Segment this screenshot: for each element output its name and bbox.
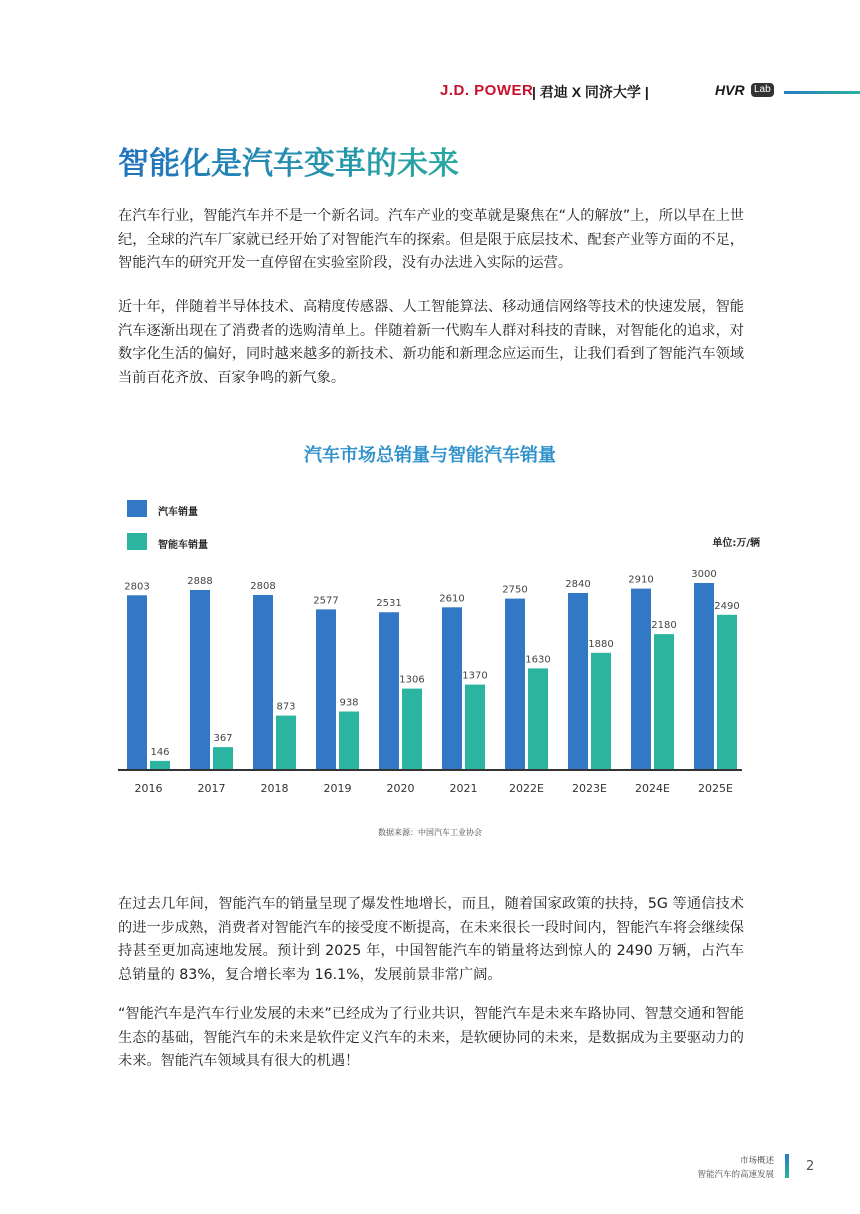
bar-car-2024E (631, 589, 651, 770)
data-label-smart-2025E: 2490 (714, 600, 740, 612)
bar-smart-2021 (465, 685, 485, 770)
bar-car-2025E (694, 583, 714, 770)
bar-car-2023E (568, 593, 588, 770)
data-label-car-2021: 2610 (439, 593, 465, 605)
data-source: 数据来源：中国汽车工业协会 (378, 828, 482, 837)
data-label-smart-2022E: 1630 (525, 654, 551, 666)
bar-smart-2023E (591, 653, 611, 770)
bar-smart-2020 (402, 689, 422, 770)
data-label-smart-2018: 873 (276, 701, 296, 713)
bar-smart-2016 (150, 761, 170, 770)
data-label-smart-2024E: 2180 (651, 620, 677, 632)
bar-smart-2018 (276, 716, 296, 770)
data-label-car-2025E: 3000 (691, 569, 717, 580)
x-tick-label-2024E: 2024E (635, 782, 670, 795)
x-tick-label-2022E: 2022E (509, 782, 544, 795)
paragraph-growth: 在过去几年间，智能汽车的销量呈现了爆发性地增长，而且，随着国家政策的扶持，5G 等通信技术的进一步成熟，消费者对智能汽车的接受度不断提高，在未来很长一段时间内，智能汽车将会继续保持甚至更加高速地发展。预计到 2025 年，中国智能汽车的销量将达到惊人的 2490 万辆，占汽车总销量的 83%，复合增长率为 16.1%，发展前景非常广阔。 (118, 896, 744, 983)
page-number: 2 (806, 1159, 815, 1174)
bar-smart-2025E (717, 615, 737, 770)
x-tick-label-2017: 2017 (197, 782, 226, 795)
data-label-car-2016: 2803 (124, 581, 150, 593)
data-label-car-2024E: 2910 (628, 574, 654, 586)
x-tick-label-2019: 2019 (323, 782, 352, 795)
data-label-smart-2017: 367 (213, 733, 233, 745)
bar-car-2017 (190, 590, 210, 770)
data-label-smart-2016: 146 (150, 746, 170, 758)
x-tick-label-2023E: 2023E (572, 782, 607, 795)
x-tick-label-2020: 2020 (386, 782, 415, 795)
bar-car-2022E (505, 599, 525, 770)
hvr-logo: HVR (715, 82, 745, 98)
lab-badge: Lab (751, 83, 774, 97)
bar-car-2018 (253, 595, 273, 770)
x-tick-label-2016: 2016 (134, 782, 163, 795)
unit-label: 单位:万/辆 (712, 538, 760, 549)
legend-label-car-sales: 汽车销量 (158, 507, 198, 518)
data-label-car-2017: 2888 (187, 575, 213, 587)
legend-label-smart-sales: 智能车销量 (158, 540, 208, 551)
bar-smart-2024E (654, 634, 674, 770)
data-label-car-2020: 2531 (376, 598, 402, 610)
paragraph-intro: 在汽车行业，智能汽车并不是一个新名词。汽车产业的变革就是聚焦在“人的解放”上，所以早在上世纪，全球的汽车厂家就已经开始了对智能汽车的探索。但是限于底层技术、配套产业等方面的不足，智能汽车的研究开发一直停留在实验室阶段，没有办法进入实际的运营。 (118, 208, 744, 271)
footer-subtitle: 智能汽车的高速发展 (697, 1170, 774, 1180)
footer-accent-bar (785, 1154, 789, 1178)
bar-car-2020 (379, 612, 399, 770)
jdpower-logo: J.D. POWER (440, 82, 534, 99)
paragraph-decade: 近十年，伴随着半导体技术、高精度传感器、人工智能算法、移动通信网络等技术的快速发展，智能汽车逐渐出现在了消费者的选购清单上。伴随着新一代购车人群对科技的青睐，对智能化的追求，对数字化生活的偏好，同时越来越多的新技术、新功能和新理念应运而生，让我们看到了智能汽车领域当前百花齐放、百家争鸣的新气象。 (118, 299, 744, 386)
bar-smart-2019 (339, 712, 359, 770)
data-label-smart-2020: 1306 (399, 674, 425, 686)
bar-smart-2022E (528, 668, 548, 770)
chart-title: 汽车市场总销量与智能汽车销量 (304, 445, 556, 466)
data-label-smart-2021: 1370 (462, 670, 488, 682)
data-label-car-2023E: 2840 (565, 578, 591, 590)
page-title: 智能化是汽车变革的未来 (118, 138, 459, 183)
data-label-smart-2019: 938 (339, 697, 359, 709)
bar-car-2019 (316, 609, 336, 770)
x-tick-label-2021: 2021 (449, 782, 478, 795)
footer-section: 市场概述 (739, 1156, 774, 1166)
partner-logos: | 君迪 X 同济大学 | (532, 84, 649, 100)
x-tick-label-2018: 2018 (260, 782, 289, 795)
paragraph-future: “智能汽车是汽车行业发展的未来”已经成为了行业共识，智能汽车是未来车路协同、智慧交通和智能生态的基础，智能汽车的未来是软件定义汽车的未来，是软硬协同的未来，是数据成为主要驱动力的未来。智能汽车领域具有很大的机遇！ (118, 1006, 744, 1069)
bar-smart-2017 (213, 747, 233, 770)
data-label-car-2019: 2577 (313, 595, 339, 607)
bar-car-2021 (442, 607, 462, 770)
data-label-smart-2023E: 1880 (588, 638, 614, 650)
data-label-car-2022E: 2750 (502, 584, 528, 596)
bar-car-2016 (127, 595, 147, 770)
data-label-car-2018: 2808 (250, 580, 276, 592)
x-tick-label-2025E: 2025E (698, 782, 733, 795)
